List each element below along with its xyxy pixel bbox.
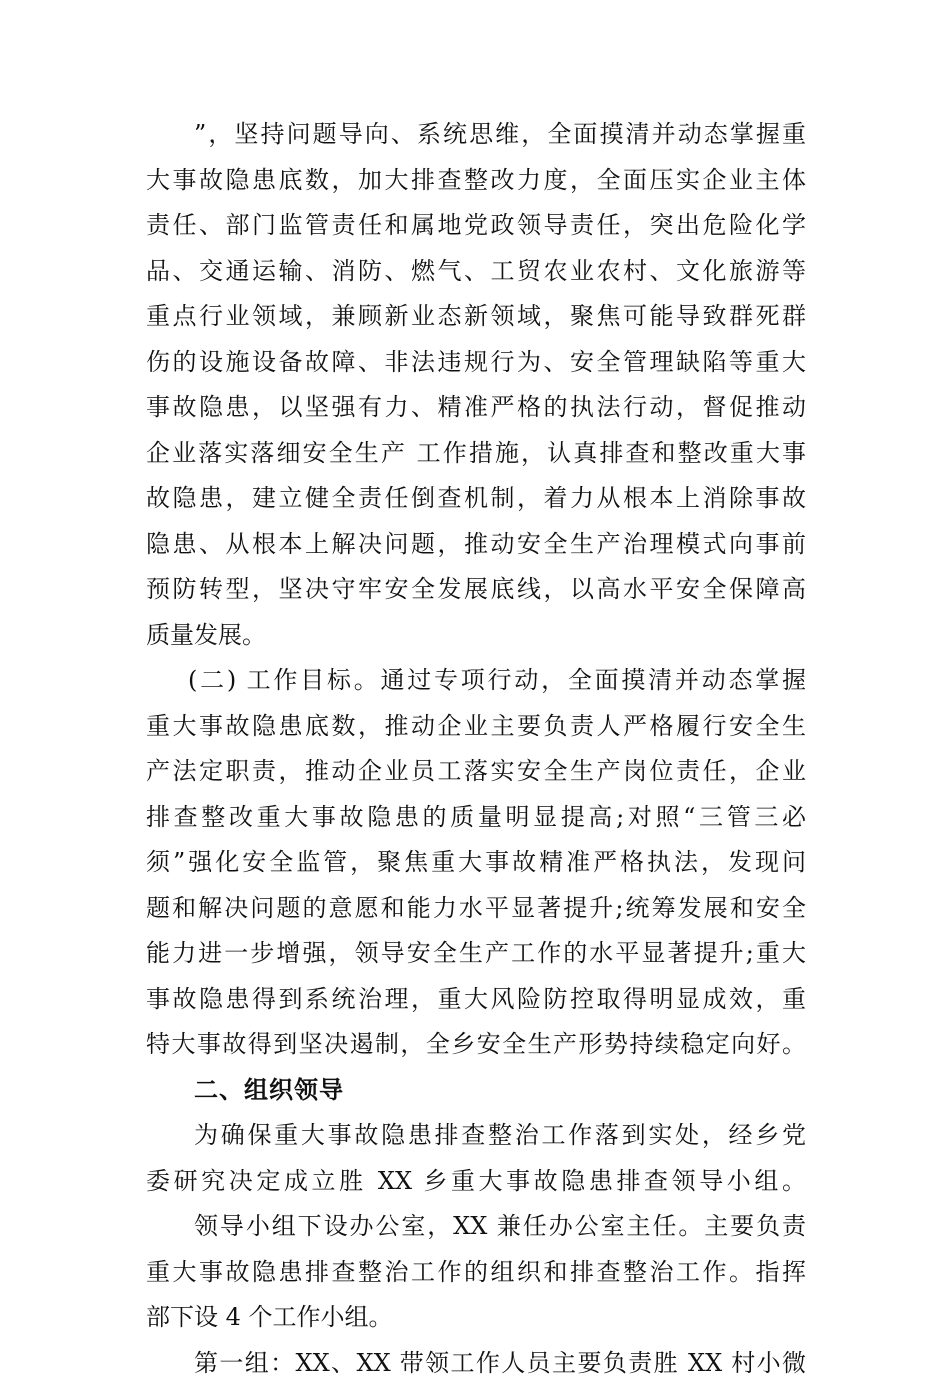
document-page xyxy=(146,112,806,1386)
section-heading: 二、组织领导 xyxy=(146,1068,806,1114)
text-line: 第一组：XX、XX 带领工作人员主要负责胜 XX 村小微 xyxy=(146,1341,806,1386)
paragraph-group-one xyxy=(146,1341,806,1386)
text-line: (二) 工作目标。通过专项行动，全面摸清并动态掌握 xyxy=(146,658,806,704)
text-line: 故隐患，建立健全责任倒查机制，着力从根本上消除事故 xyxy=(146,476,806,522)
text-line: 排查整改重大事故隐患的质量明显提高;对照“三管三必 xyxy=(146,795,806,841)
text-line: 企业落实落细安全生产 工作措施，认真排查和整改重大事 xyxy=(146,431,806,477)
text-line: 预防转型，坚决守牢安全发展底线，以高水平安全保障高 xyxy=(146,567,806,613)
text-line: 为确保重大事故隐患排查整治工作落到实处，经乡党 xyxy=(146,1113,806,1159)
text-line: 题和解决问题的意愿和能力水平显著提升;统筹发展和安全 xyxy=(146,886,806,932)
text-line: 事故隐患，以坚强有力、精准严格的执法行动，督促推动 xyxy=(146,385,806,431)
text-line: 部下设 4 个工作小组。 xyxy=(146,1295,806,1341)
text-line: 大事故隐患底数，加大排查整改力度，全面压实企业主体 xyxy=(146,158,806,204)
text-line: 重大事故隐患底数，推动企业主要负责人严格履行安全生 xyxy=(146,704,806,750)
text-line: 产法定职责，推动企业员工落实安全生产岗位责任，企业 xyxy=(146,749,806,795)
paragraph-office xyxy=(146,1204,806,1341)
text-line: 重点行业领域，兼顾新业态新领域，聚焦可能导致群死群 xyxy=(146,294,806,340)
text-line: 隐患、从根本上解决问题，推动安全生产治理模式向事前 xyxy=(146,522,806,568)
text-line: 领导小组下设办公室，XX 兼任办公室主任。主要负责 xyxy=(146,1204,806,1250)
text-line: 事故隐患得到系统治理，重大风险防控取得明显成效，重 xyxy=(146,977,806,1023)
paragraph-leading-group xyxy=(146,1113,806,1204)
paragraph-guiding-ideology xyxy=(146,112,806,658)
text-line: 委研究决定成立胜 XX 乡重大事故隐患排查领导小组。 xyxy=(146,1159,806,1205)
text-line: 重大事故隐患排查整治工作的组织和排查整治工作。指挥 xyxy=(146,1250,806,1296)
text-line: 品、交通运输、消防、燃气、工贸农业农村、文化旅游等 xyxy=(146,249,806,295)
paragraph-work-goals xyxy=(146,658,806,1068)
text-line: ”，坚持问题导向、系统思维，全面摸清并动态掌握重 xyxy=(146,112,806,158)
text-line: 能力进一步增强，领导安全生产工作的水平显著提升;重大 xyxy=(146,931,806,977)
text-line: 质量发展。 xyxy=(146,613,806,659)
text-line: 特大事故得到坚决遏制，全乡安全生产形势持续稳定向好。 xyxy=(146,1022,806,1068)
text-line: 须”强化安全监管，聚焦重大事故精准严格执法，发现问 xyxy=(146,840,806,886)
text-line: 责任、部门监管责任和属地党政领导责任，突出危险化学 xyxy=(146,203,806,249)
text-line: 伤的设施设备故障、非法违规行为、安全管理缺陷等重大 xyxy=(146,340,806,386)
